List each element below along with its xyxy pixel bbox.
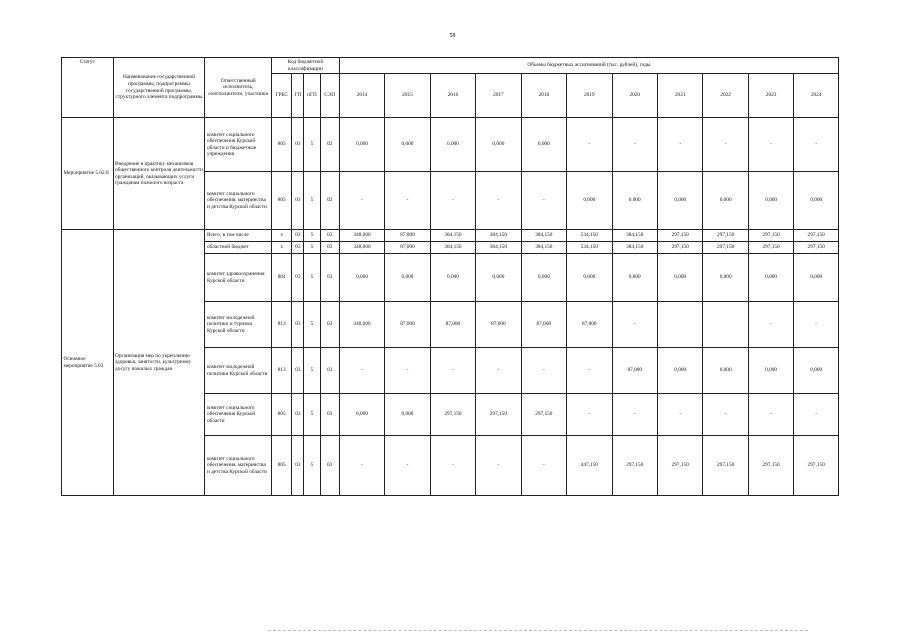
value-cell: 0,000 xyxy=(430,118,475,172)
table-row xyxy=(62,118,839,172)
value-cell: 0,000 xyxy=(748,348,793,394)
value-cell: 384,150 xyxy=(521,242,566,254)
value-cell: 0,000 xyxy=(385,118,430,172)
responsible-cell: комитет здравоохранения Курской области xyxy=(205,254,272,302)
value-cell: - xyxy=(657,394,702,436)
page-number: 58 xyxy=(449,33,456,39)
code-cell: 805 xyxy=(272,394,292,436)
value-cell: 297,150 xyxy=(794,230,839,242)
value-cell: 0,000 xyxy=(521,254,566,302)
value-cell: 0,000 xyxy=(703,348,748,394)
value-cell: 384,150 xyxy=(476,242,521,254)
value-cell: - xyxy=(521,436,566,496)
code-cell: 03 xyxy=(292,436,304,496)
value-cell xyxy=(703,302,748,348)
responsible-cell: областной бюджет xyxy=(205,242,272,254)
header-volume-group: Объемы бюджетных ассигнований (тыс. рублей), годы xyxy=(339,58,838,74)
value-cell: 297,150 xyxy=(612,436,657,496)
value-cell: - xyxy=(385,172,430,230)
value-cell: 0,000 xyxy=(430,254,475,302)
value-cell: 87,000 xyxy=(567,302,612,348)
value-cell: 534,150 xyxy=(567,230,612,242)
code-cell: 03 xyxy=(292,254,304,302)
value-cell: - xyxy=(339,348,384,394)
value-cell: 87,000 xyxy=(430,302,475,348)
header-year-2018: 2018 xyxy=(521,74,566,118)
status-cell: Мероприятие 5.02.8 xyxy=(62,118,114,230)
header-year-2024: 2024 xyxy=(794,74,839,118)
value-cell: - xyxy=(339,436,384,496)
value-cell: 297,150 xyxy=(703,436,748,496)
code-cell: 5 xyxy=(304,254,320,302)
code-cell: 03 xyxy=(320,242,339,254)
code-cell: 805 xyxy=(272,172,292,230)
value-cell: - xyxy=(339,172,384,230)
code-cell: 03 xyxy=(320,230,339,242)
header-code-0: ГРБС xyxy=(272,74,292,118)
value-cell: 384,150 xyxy=(612,230,657,242)
value-cell xyxy=(657,302,702,348)
code-cell: 5 xyxy=(304,348,320,394)
value-cell: 297,150 xyxy=(748,242,793,254)
value-cell: 447,150 xyxy=(567,436,612,496)
responsible-cell: комитет молодежной политики Курской области xyxy=(205,348,272,394)
value-cell: 0,000 xyxy=(521,118,566,172)
value-cell: 87,000 xyxy=(612,348,657,394)
value-cell: 0,000 xyxy=(385,254,430,302)
code-cell: 5 xyxy=(304,302,320,348)
value-cell: 348,000 xyxy=(339,302,384,348)
value-cell: - xyxy=(567,118,612,172)
value-cell: - xyxy=(612,394,657,436)
value-cell: 384,150 xyxy=(430,230,475,242)
code-cell: 813 xyxy=(272,348,292,394)
code-cell: 805 xyxy=(272,118,292,172)
value-cell: 0,000 xyxy=(794,254,839,302)
value-cell: 87,000 xyxy=(385,230,430,242)
code-cell: 03 xyxy=(292,394,304,436)
value-cell: 0,000 xyxy=(748,172,793,230)
code-cell: 02 xyxy=(320,172,339,230)
header-year-2023: 2023 xyxy=(748,74,793,118)
value-cell: 0,000 xyxy=(703,254,748,302)
value-cell: 534,150 xyxy=(567,242,612,254)
responsible-cell: комитет молодежной политики и туризма Курской области xyxy=(205,302,272,348)
value-cell: 0,000 xyxy=(612,254,657,302)
header-status: Статус xyxy=(62,58,114,118)
value-cell: 348,000 xyxy=(339,242,384,254)
code-cell: 03 xyxy=(292,118,304,172)
value-cell: - xyxy=(430,436,475,496)
header-responsible: Ответственный исполнитель, соисполнители, участники xyxy=(205,58,272,118)
code-cell: 813 xyxy=(272,302,292,348)
value-cell: 348,000 xyxy=(339,230,384,242)
header-year-2021: 2021 xyxy=(657,74,702,118)
code-cell: 5 xyxy=(304,436,320,496)
value-cell: 0,000 xyxy=(657,348,702,394)
value-cell: 384,150 xyxy=(430,242,475,254)
header-year-2014: 2014 xyxy=(339,74,384,118)
value-cell: - xyxy=(794,302,839,348)
value-cell: 87,000 xyxy=(385,242,430,254)
value-cell: 384,150 xyxy=(476,230,521,242)
value-cell: 0,000 xyxy=(567,254,612,302)
value-cell: 0,000 xyxy=(612,172,657,230)
value-cell: - xyxy=(476,348,521,394)
value-cell: 0,000 xyxy=(339,394,384,436)
responsible-cell: Всего, в том числе xyxy=(205,230,272,242)
code-cell: 5 xyxy=(304,230,320,242)
value-cell: - xyxy=(657,118,702,172)
value-cell: 297,150 xyxy=(476,394,521,436)
code-cell: 5 xyxy=(304,394,320,436)
code-cell: 03 xyxy=(292,242,304,254)
table-row xyxy=(62,230,839,242)
value-cell: 297,150 xyxy=(657,436,702,496)
code-cell: 805 xyxy=(272,436,292,496)
value-cell: 0,000 xyxy=(476,118,521,172)
value-cell: 0,000 xyxy=(703,172,748,230)
value-cell: 0,000 xyxy=(794,172,839,230)
value-cell: - xyxy=(430,348,475,394)
value-cell: 384,150 xyxy=(521,230,566,242)
value-cell: - xyxy=(748,302,793,348)
header-code-1: ГП xyxy=(292,74,304,118)
responsible-cell: комитет социального обеспечения Курской области и бюджетные учреждения xyxy=(205,118,272,172)
value-cell: 297,150 xyxy=(703,230,748,242)
code-cell: 03 xyxy=(292,302,304,348)
budget-table xyxy=(61,57,839,496)
code-cell: 03 xyxy=(320,436,339,496)
header-year-2015: 2015 xyxy=(385,74,430,118)
value-cell: 297,150 xyxy=(703,242,748,254)
value-cell: 0,000 xyxy=(385,394,430,436)
code-cell: 5 xyxy=(304,242,320,254)
name-cell: Внедрение в практику механизмов общественного контроля деятельности организаций, оказывающих услуги гражданам пожилого возраста xyxy=(113,118,205,230)
code-cell: 03 xyxy=(292,348,304,394)
value-cell: - xyxy=(567,394,612,436)
header-name: Наименование государственной программы, подпрограммы государственной программы, структурного элемента подпрограммы xyxy=(113,58,205,118)
value-cell: - xyxy=(385,348,430,394)
value-cell: 384,150 xyxy=(612,242,657,254)
value-cell: - xyxy=(476,172,521,230)
name-cell: Организация мер по укреплению здоровья, занятости, культурному досугу пожилых граждан xyxy=(113,230,205,496)
code-cell: 03 xyxy=(292,230,304,242)
value-cell: 297,150 xyxy=(748,436,793,496)
code-cell: 804 xyxy=(272,254,292,302)
value-cell: 297,150 xyxy=(657,242,702,254)
code-cell: 03 xyxy=(320,348,339,394)
value-cell: - xyxy=(385,436,430,496)
value-cell: - xyxy=(430,172,475,230)
value-cell: 87,000 xyxy=(521,302,566,348)
code-cell: 03 xyxy=(292,172,304,230)
code-cell: x xyxy=(272,242,292,254)
code-cell: 02 xyxy=(320,118,339,172)
header-code-group: Код бюджетной классификации xyxy=(272,58,340,74)
value-cell: 297,150 xyxy=(794,242,839,254)
header-year-2022: 2022 xyxy=(703,74,748,118)
value-cell: 297,150 xyxy=(657,230,702,242)
value-cell: - xyxy=(567,348,612,394)
code-cell: 03 xyxy=(320,302,339,348)
header-year-2016: 2016 xyxy=(430,74,475,118)
header-year-2019: 2019 xyxy=(567,74,612,118)
code-cell: 5 xyxy=(304,118,320,172)
value-cell: 297,150 xyxy=(430,394,475,436)
value-cell: 0,000 xyxy=(794,348,839,394)
value-cell: 87,000 xyxy=(385,302,430,348)
value-cell: 297,150 xyxy=(521,394,566,436)
value-cell: - xyxy=(521,348,566,394)
value-cell: - xyxy=(748,118,793,172)
code-cell: x xyxy=(272,230,292,242)
value-cell: 0,000 xyxy=(657,172,702,230)
value-cell: - xyxy=(521,172,566,230)
value-cell: - xyxy=(748,394,793,436)
value-cell: 0,000 xyxy=(339,118,384,172)
value-cell: 297,150 xyxy=(794,436,839,496)
header-code-2: пГП xyxy=(304,74,320,118)
header-year-2020: 2020 xyxy=(612,74,657,118)
value-cell: - xyxy=(703,118,748,172)
value-cell: - xyxy=(612,302,657,348)
status-cell: Основное мероприятие 5.03 xyxy=(62,230,114,496)
responsible-cell: комитет социального обеспечения, материнства и детства Курской области xyxy=(205,172,272,230)
code-cell: 03 xyxy=(320,394,339,436)
header-code-3: СЭП xyxy=(320,74,339,118)
value-cell: 0,000 xyxy=(476,254,521,302)
code-cell: 03 xyxy=(320,254,339,302)
value-cell: 87,000 xyxy=(476,302,521,348)
responsible-cell: комитет социального обеспечения, материнства и детства Курской области xyxy=(205,436,272,496)
value-cell: 297,150 xyxy=(748,230,793,242)
value-cell: - xyxy=(612,118,657,172)
code-cell: 5 xyxy=(304,172,320,230)
table-body xyxy=(62,118,839,496)
value-cell: - xyxy=(794,118,839,172)
page-edge-line xyxy=(268,630,808,631)
responsible-cell: комитет социального обеспечения Курской области xyxy=(205,394,272,436)
value-cell: 0,000 xyxy=(748,254,793,302)
header-year-2017: 2017 xyxy=(476,74,521,118)
value-cell: 0,000 xyxy=(657,254,702,302)
value-cell: - xyxy=(703,394,748,436)
value-cell: 0,000 xyxy=(339,254,384,302)
value-cell: 0,000 xyxy=(567,172,612,230)
value-cell: - xyxy=(476,436,521,496)
value-cell: - xyxy=(794,394,839,436)
